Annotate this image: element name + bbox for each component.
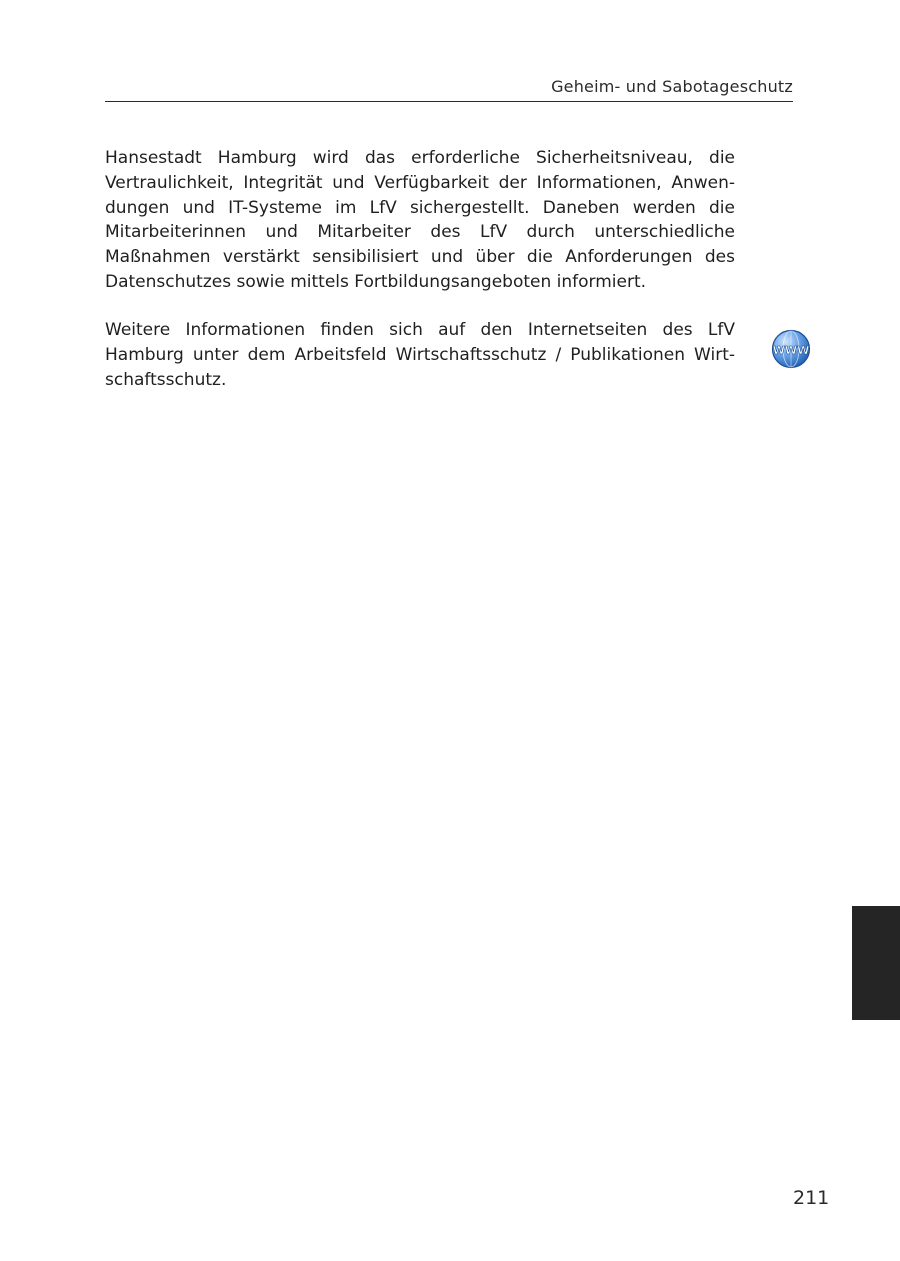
text-line: schaftsschutz. [105,369,227,390]
text-line: Hamburg unter dem Arbeitsfeld Wirtschaftsschutz / Publikationen Wirt- [105,344,735,365]
text-line: Datenschutzes sowie mittels Fortbildungsangeboten informiert. [105,271,647,292]
text-line: Hansestadt Hamburg wird das erforderliche Sicherheitsniveau, die [105,148,735,168]
body-paragraph-1 [105,146,735,295]
www-globe-icon [771,329,811,369]
running-header-title: Geheim- und Sabotageschutz [551,77,793,96]
text-line: dungen und IT-Systeme im LfV sichergestellt. Daneben werden die [105,197,735,218]
page-number: 211 [793,1187,830,1209]
chapter-thumb-tab [852,906,900,1020]
www-icon-label: WWW [772,344,810,357]
text-line: Maßnahmen verstärkt sensibilisiert und über die Anforderungen des [105,247,735,268]
body-paragraph-2 [105,318,735,392]
text-line: Vertraulichkeit, Integrität und Verfügbarkeit der Informationen, Anwen- [105,172,735,193]
running-header [105,76,793,102]
text-line: Mitarbeiterinnen und Mitarbeiter des LfV durch unterschiedliche [105,222,735,243]
text-line: Weitere Informationen finden sich auf den Internetseiten des LfV [105,320,735,340]
